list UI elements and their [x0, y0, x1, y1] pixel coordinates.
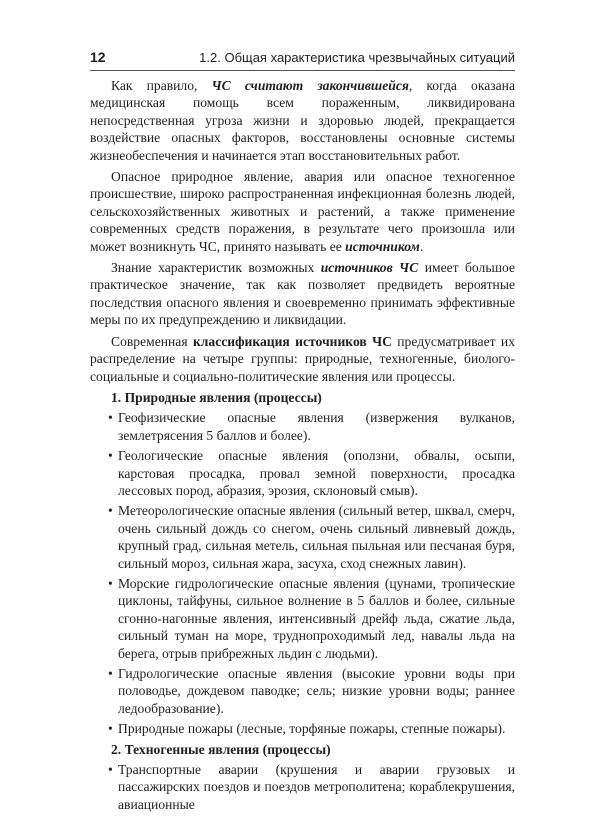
list-item: • Гидрологические опасные явления (высокие уровни воды при половодье, дождевом паводке; сель; низкие уровни воды; раннее ледообразование). — [108, 666, 515, 716]
bullet-icon: • — [108, 575, 113, 591]
list-item: • Геофизические опасные явления (извержения вулканов, землетрясения 5 баллов и более). — [108, 410, 515, 443]
bullet-icon: • — [108, 410, 113, 426]
emphasis: ЧС считают закончившейся — [211, 78, 409, 93]
emphasis: источником — [345, 238, 420, 254]
list-item: • Транспортные аварии (крушения и аварии грузовых и пассажирских поездов и поездов метрополитена; кораблекрушения, авиационные — [108, 762, 515, 812]
bullet-icon: • — [108, 503, 113, 519]
paragraph: Современная классификация источников ЧС предусматривает их распределение на четыре группы: природные, техногенные, биолого-социальные и социально-политические явления или процессы. — [90, 333, 515, 384]
list-item: • Природные пожары (лесные, торфяные пожары, степные пожары). — [108, 721, 506, 737]
paragraph: Как правило, ЧС считают закончившейся, когда оказана медицинская помощь всем пораженным, ликвидирована непосредственная угроза жизни и здоровью людей, прекращается воздействие опасных факторов, восстановлены основные системы жизнеобеспечения и начинается этап восстановительных работ. — [90, 78, 515, 163]
paragraph: Опасное природное явление, авария или опасное техногенное происшествие, широко распространенная инфекционная болезнь людей, сельскохозяйственных животных и растений, а также применение современных средств поражения, в результате чего произошла или может возникнуть ЧС, принято называть ее источником. — [90, 169, 515, 254]
body-text — [90, 77, 515, 816]
bullet-icon: • — [108, 762, 113, 778]
emphasis: классификация источников ЧС — [192, 333, 392, 349]
list-item: • Геологические опасные явления (оползни, обвалы, осыпи, карстовая просадка, провал земной поверхности, просадка лессовых пород, абразия, эрозия, склоновый смыв). — [108, 448, 515, 498]
page-header — [90, 48, 515, 71]
section-heading: 1. Природные явления (процессы) — [111, 389, 322, 405]
page-number: 12 — [90, 49, 106, 65]
paragraph: Знание характеристик возможных источников ЧС имеет большое практическое значение, так как позволяет предвидеть вероятные последствия опасного явления и своевременно принимать эффективные меры по их предупреждению и ликвидации. — [90, 260, 515, 328]
emphasis: источников ЧС — [320, 260, 419, 276]
running-title: 1.2. Общая характеристика чрезвычайных ситуаций — [199, 50, 515, 65]
bullet-list — [90, 409, 515, 737]
list-item: • Метеорологические опасные явления (сильный ветер, шквал, смерч, очень сильный дождь со снегом, очень сильный ливневый дождь, крупный град, сильная метель, сильная пыльная или песчаная буря, сильный мороз, сильная жара, засуха, сход снежных лавин). — [108, 503, 515, 571]
bullet-icon: • — [108, 666, 113, 681]
section-heading: 2. Техногенные явления (процессы) — [111, 741, 331, 757]
bullet-icon: • — [108, 448, 113, 464]
list-item: • Морские гидрологические опасные явления (цунами, тропические циклоны, тайфуны, сильное волнение в 5 баллов и более, сильные сгонно-нагонные явления, интенсивный дрейф льда, сжатие льда, сильный туман на море, труднопроходимый лед, навалы льда на берега, отрыв прибрежных льдин с людьми). — [108, 575, 515, 661]
bullet-list — [90, 761, 515, 813]
bullet-icon: • — [108, 721, 113, 737]
